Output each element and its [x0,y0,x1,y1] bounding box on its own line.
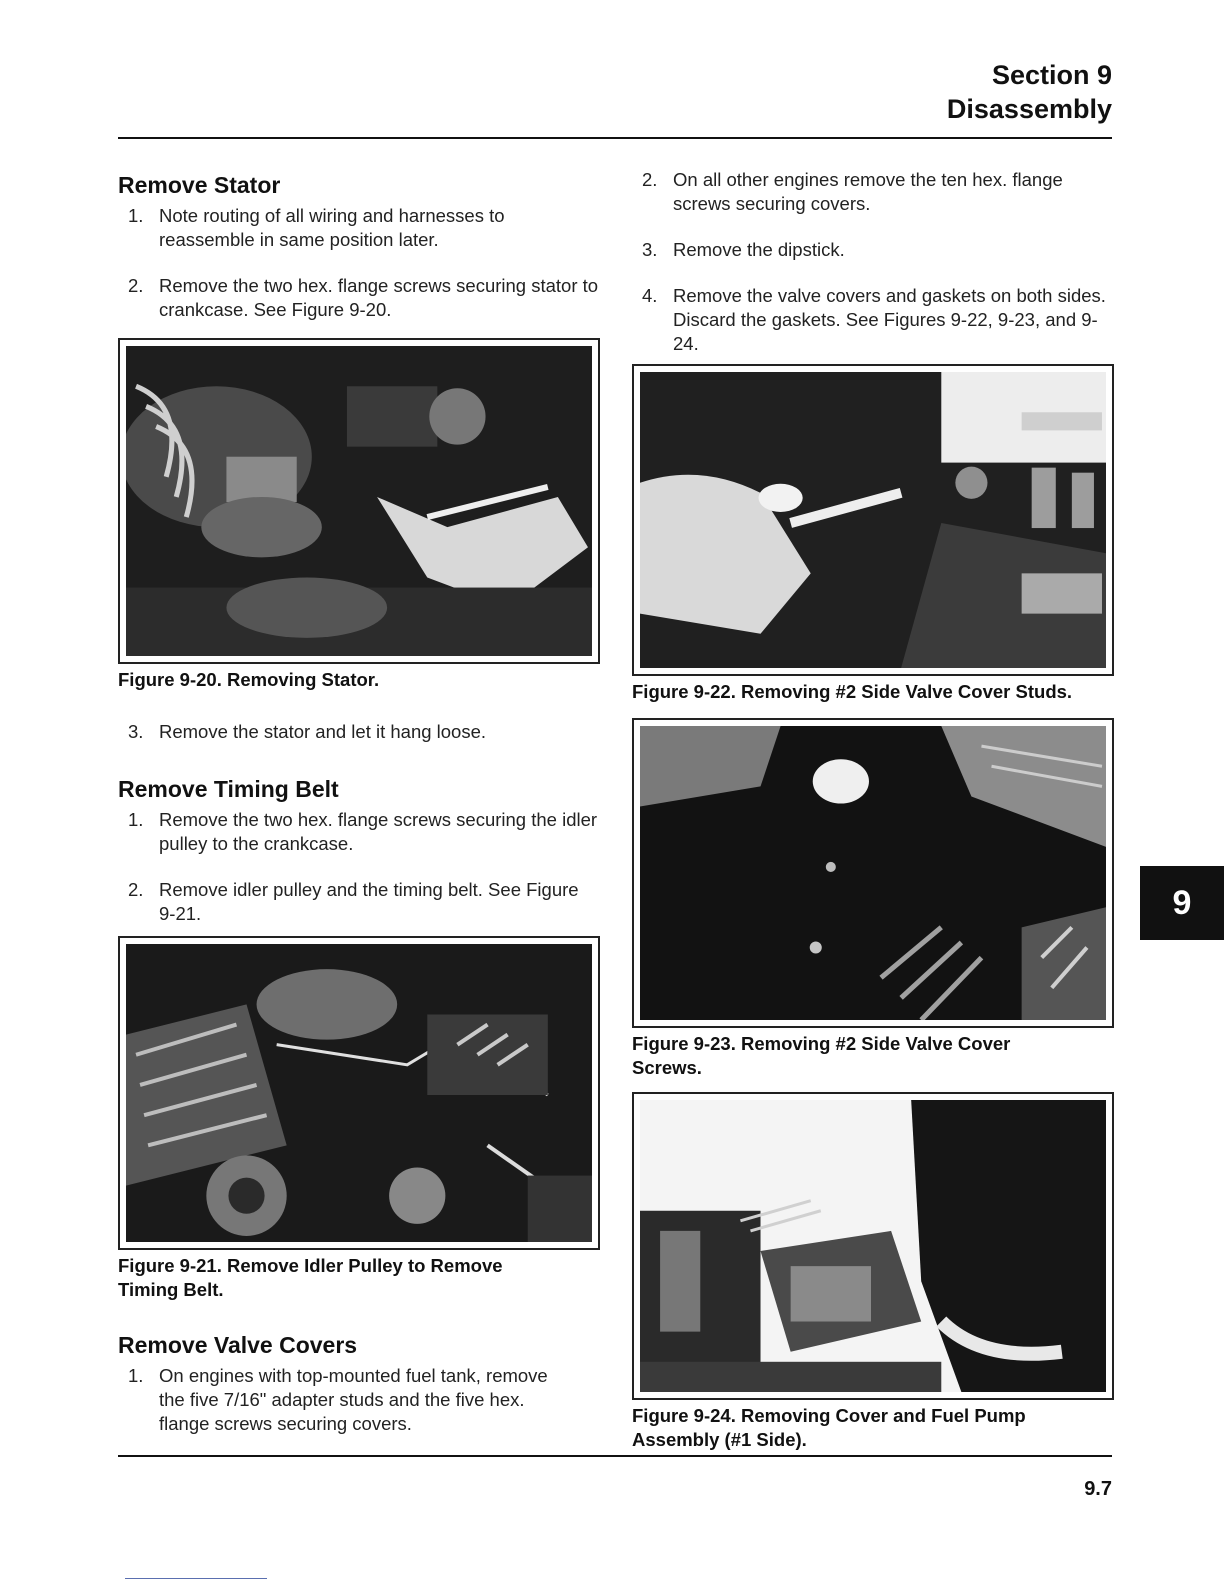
section-tab: 9 [1140,866,1224,940]
cover-fuel-pump-photo [640,1100,1106,1392]
list-item: 1. Note routing of all wiring and harnesses to reassemble in same position later. [128,205,505,250]
list-item: 2. Remove the two hex. flange screws securing stator to crankcase. See Figure 9-20. [128,275,599,320]
heading-remove-stator: Remove Stator [118,172,281,198]
figure-9-21-caption: Figure 9-21. Remove Idler Pulley to Remove Timing Belt. [118,1255,503,1300]
stator-steps [118,204,600,322]
valve-steps-continued [632,168,1114,356]
figure-9-21-photo [118,936,600,1250]
figure-9-22-photo [632,364,1114,676]
figure-9-24-photo [632,1092,1114,1400]
idler-pulley-photo [126,944,592,1242]
heading-remove-timing-belt: Remove Timing Belt [118,776,339,802]
figure-9-23-photo [632,718,1114,1028]
figure-9-24-caption: Figure 9-24. Removing Cover and Fuel Pump Assembly (#1 Side). [632,1405,1026,1450]
left-column [118,170,600,1458]
section-number: Section 9 [991,60,1112,90]
header-rule [118,137,1112,139]
heading-remove-valve-covers: Remove Valve Covers [118,1332,358,1358]
page-number: 9.7 [1084,1478,1112,1500]
footer-link-underline[interactable] [125,1578,267,1579]
list-item: 2. Remove idler pulley and the timing belt. See Figure 9-21. [128,879,579,924]
valve-cover-studs-photo [640,372,1106,668]
figure-9-23-caption: Figure 9-23. Removing #2 Side Valve Cover Screws. [632,1033,1011,1078]
engine-stator-photo [126,346,592,656]
footer-rule [118,1455,1112,1457]
list-item: 4. Remove the valve covers and gaskets on both sides. Discard the gaskets. See Figures 9-22, 9-23, and 9-24. [642,285,1106,354]
list-item: 1. Remove the two hex. flange screws securing the idler pulley to the crankcase. [128,809,598,854]
right-column [632,168,1114,1452]
list-item: 3. Remove the stator and let it hang loose. [128,721,487,742]
stator-step-3 [118,720,600,744]
list-item: 3. Remove the dipstick. [642,239,845,260]
valve-steps [118,1364,600,1436]
list-item: 2. On all other engines remove the ten hex. flange screws securing covers. [642,169,1063,214]
valve-cover-screws-photo [640,726,1106,1020]
list-item: 1. On engines with top-mounted fuel tank, remove the five 7/16" adapter studs and the five hex. flange screws securing covers. [128,1365,548,1434]
timing-steps [118,808,600,926]
figure-9-20-photo [118,338,600,664]
section-header [947,58,1112,126]
section-title: Disassembly [946,94,1112,124]
figure-9-22-caption: Figure 9-22. Removing #2 Side Valve Cover Studs. [632,681,1073,702]
figure-9-20-caption: Figure 9-20. Removing Stator. [118,669,380,690]
